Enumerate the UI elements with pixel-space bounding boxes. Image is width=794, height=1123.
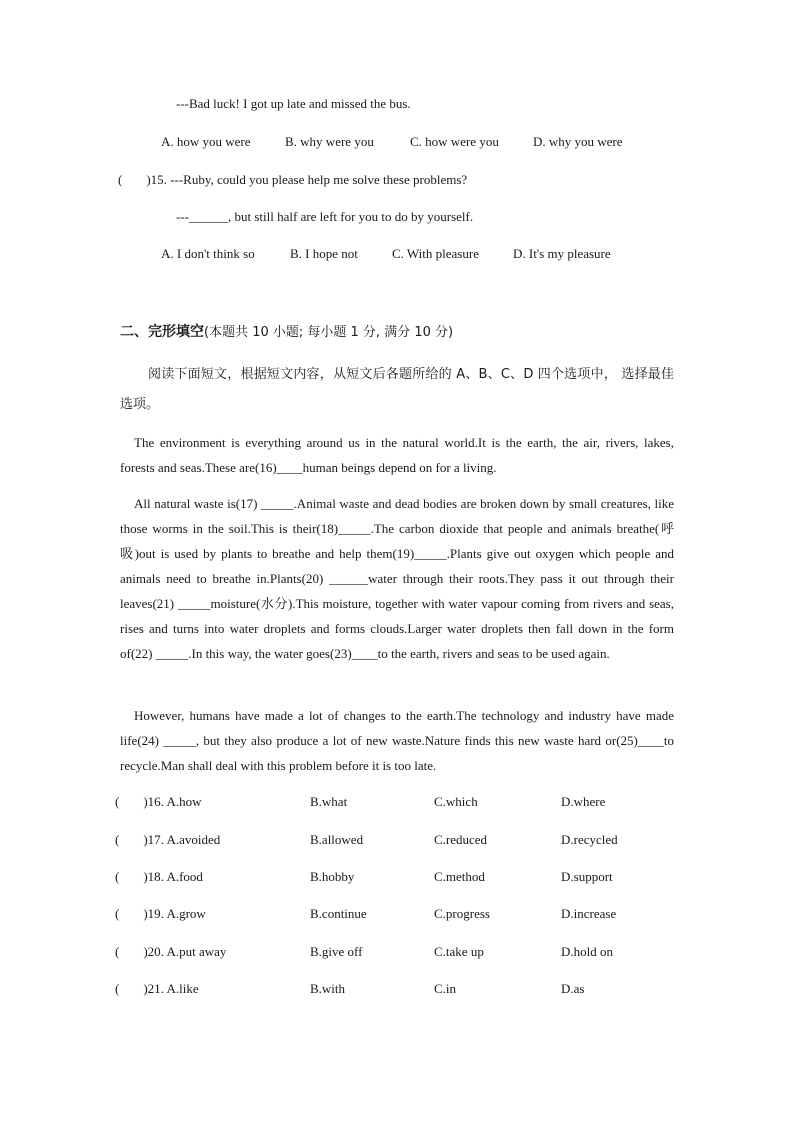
passage-paragraph-1: The environment is everything around us in the natural world.It is the earth, the air, rivers, lakes, forests and seas.These are(16)____human beings depend on for a living. xyxy=(120,435,674,475)
question-row xyxy=(0,944,794,962)
section2-note: (本题共 10 小题; 每小题 1 分, 满分 10 分) xyxy=(204,325,454,340)
option-c: C.reduced xyxy=(434,832,488,847)
option-a: )19. A.grow xyxy=(143,906,206,921)
option-d: D.increase xyxy=(561,906,617,921)
option-a: )18. A.food xyxy=(143,869,203,884)
q15-option-c: C. With pleasure xyxy=(392,246,479,261)
q15-options xyxy=(0,246,794,264)
option-a: )16. A.how xyxy=(143,794,202,809)
option-b: B.allowed xyxy=(310,832,364,847)
option-c: C.take up xyxy=(434,944,484,959)
option-d: D.support xyxy=(561,869,613,884)
answer-paren-open: ( xyxy=(115,944,120,959)
q14-option-d: D. why you were xyxy=(533,134,623,149)
option-c: C.in xyxy=(434,981,457,996)
option-a: )20. A.put away xyxy=(143,944,227,959)
option-b: B.continue xyxy=(310,906,367,921)
question-number xyxy=(115,869,203,885)
section2-title: 二、完形填空 xyxy=(120,324,204,340)
answer-paren-open: ( xyxy=(115,981,120,996)
answer-paren-open: ( xyxy=(115,794,120,809)
answer-paren-open: ( xyxy=(115,906,120,921)
option-b: B.hobby xyxy=(310,869,355,884)
q15-answer-paren-open: ( xyxy=(118,172,123,187)
question-number xyxy=(115,832,220,848)
question-number xyxy=(115,794,201,810)
option-c: C.progress xyxy=(434,906,490,921)
answer-paren-open: ( xyxy=(115,869,120,884)
passage-paragraph-2: All natural waste is(17) _____.Animal waste and dead bodies are broken down by small creatures, like those worms in the soil.This is their(18)_____.The carbon dioxide that people and animals breathe(呼吸)out is used by plants to breathe and help them(19)_____.Plants give out oxygen which people and animals need to breathe in.Plants(20) ______water through their roots.They pass it out through their leaves(21) _____moisture(水分).This moisture, together with water vapour coming from rivers and seas, rises and turns into water droplets and forms clouds.Larger water droplets then fall down in the form of(22) _____.In this way, the water goes(23)____to the earth, rivers and seas to be used again. xyxy=(120,496,674,661)
section2-instructions: 阅读下面短文，根据短文内容，从短文后各题所给的 A、B、C、D 四个选项中， 选择最佳选项。 xyxy=(120,367,674,412)
question-row xyxy=(0,832,794,850)
q14-reply: ---Bad luck! I got up late and missed the bus. xyxy=(176,96,411,111)
question-number xyxy=(115,906,206,922)
option-d: D.hold on xyxy=(561,944,613,959)
question-row xyxy=(0,981,794,999)
answer-paren-open: ( xyxy=(115,832,120,847)
q14-option-a: A. how you were xyxy=(161,134,251,149)
q15-option-d: D. It's my pleasure xyxy=(513,246,611,261)
option-b: B.with xyxy=(310,981,346,996)
section2-heading xyxy=(120,321,453,341)
q15-question-text: )15. ---Ruby, could you please help me solve these problems? xyxy=(146,172,468,187)
q15-option-b: B. I hope not xyxy=(290,246,358,261)
option-b: B.what xyxy=(310,794,348,809)
option-b: B.give off xyxy=(310,944,363,959)
question-number xyxy=(115,981,199,997)
question-number xyxy=(115,944,226,960)
option-c: C.which xyxy=(434,794,478,809)
q15-option-a: A. I don't think so xyxy=(161,246,255,261)
question-row xyxy=(0,869,794,887)
q14-option-b: B. why were you xyxy=(285,134,374,149)
question-row xyxy=(0,794,794,812)
option-a: )21. A.like xyxy=(143,981,199,996)
option-a: )17. A.avoided xyxy=(143,832,221,847)
option-d: D.where xyxy=(561,794,606,809)
question-row xyxy=(0,906,794,924)
q14-option-c: C. how were you xyxy=(410,134,499,149)
q15-reply: ---______, but still half are left for you to do by yourself. xyxy=(176,209,474,224)
passage-paragraph-3: However, humans have made a lot of changes to the earth.The technology and industry have made life(24) _____, but they also produce a lot of new waste.Nature finds this new waste hard or(25)____to recycle.Man shall deal with this problem before it is too late. xyxy=(120,708,674,773)
option-c: C.method xyxy=(434,869,485,884)
q14-options xyxy=(0,134,794,152)
option-d: D.recycled xyxy=(561,832,618,847)
q15-question xyxy=(118,172,467,188)
option-d: D.as xyxy=(561,981,585,996)
